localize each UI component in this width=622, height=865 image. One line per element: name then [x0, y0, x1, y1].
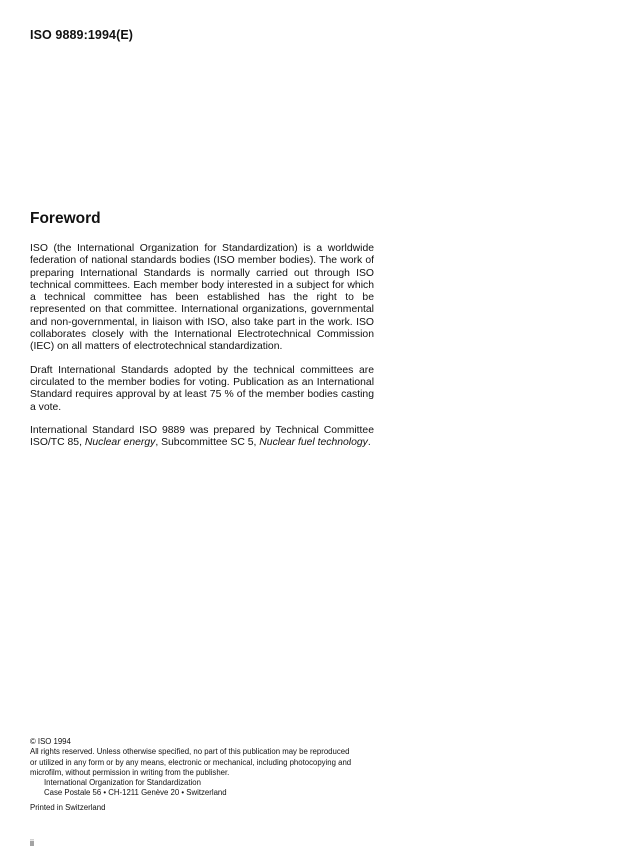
foreword-paragraph-2: Draft International Standards adopted by the technical committees are circulated to the member bodies for voting. Publication as an International Standard requires approval by at least 75 % of the member bodies casting a vote. — [30, 364, 374, 413]
document-id-header: ISO 9889:1994(E) — [30, 28, 134, 42]
printed-in: Printed in Switzerland — [30, 802, 106, 812]
subcommittee-name: Nuclear fuel technology — [259, 437, 368, 449]
organization-address: Case Postale 56 • CH-1211 Genève 20 • Switzerland — [44, 788, 227, 798]
foreword-paragraph-1: ISO (the International Organization for Standardization) is a worldwide federation of national standards bodies (ISO member bodies). The work of preparing International Standards is normally carried out through ISO technical committees. Each member body interested in a subject for which a technical committee has been established has the right to be represented on that committee. International organizations, governmental and non-governmental, in liaison with ISO, also take part in the work. ISO collaborates closely with the International Electrotechnical Commission (IEC) on all matters of electrotechnical standardization. — [30, 243, 374, 353]
paragraph-3-middle: , Subcommittee SC 5, — [155, 437, 260, 449]
organization-name: International Organization for Standardization — [44, 778, 201, 788]
copyright-notice — [30, 737, 380, 813]
paragraph-3-suffix: . — [367, 437, 371, 449]
rights-line-2: or utilized in any form or by any means, electronic or mechanical, including photocopying and — [30, 757, 352, 767]
technical-committee-name: Nuclear energy — [84, 437, 156, 449]
copyright-line: © ISO 1994 — [30, 737, 71, 746]
foreword-paragraph-3 — [30, 425, 374, 450]
rights-line-1: All rights reserved. Unless otherwise specified, no part of this publication may be reproduced — [30, 747, 350, 757]
foreword-title: Foreword — [30, 210, 101, 227]
paragraph-3-prefix: International Standard ISO 9889 was prepared by Technical Committee ISO/TC 85, — [30, 424, 374, 449]
rights-line-3: microfilm, without permission in writing from the publisher. — [30, 767, 230, 777]
foreword-body — [30, 243, 374, 460]
page-number: ii — [30, 838, 34, 848]
